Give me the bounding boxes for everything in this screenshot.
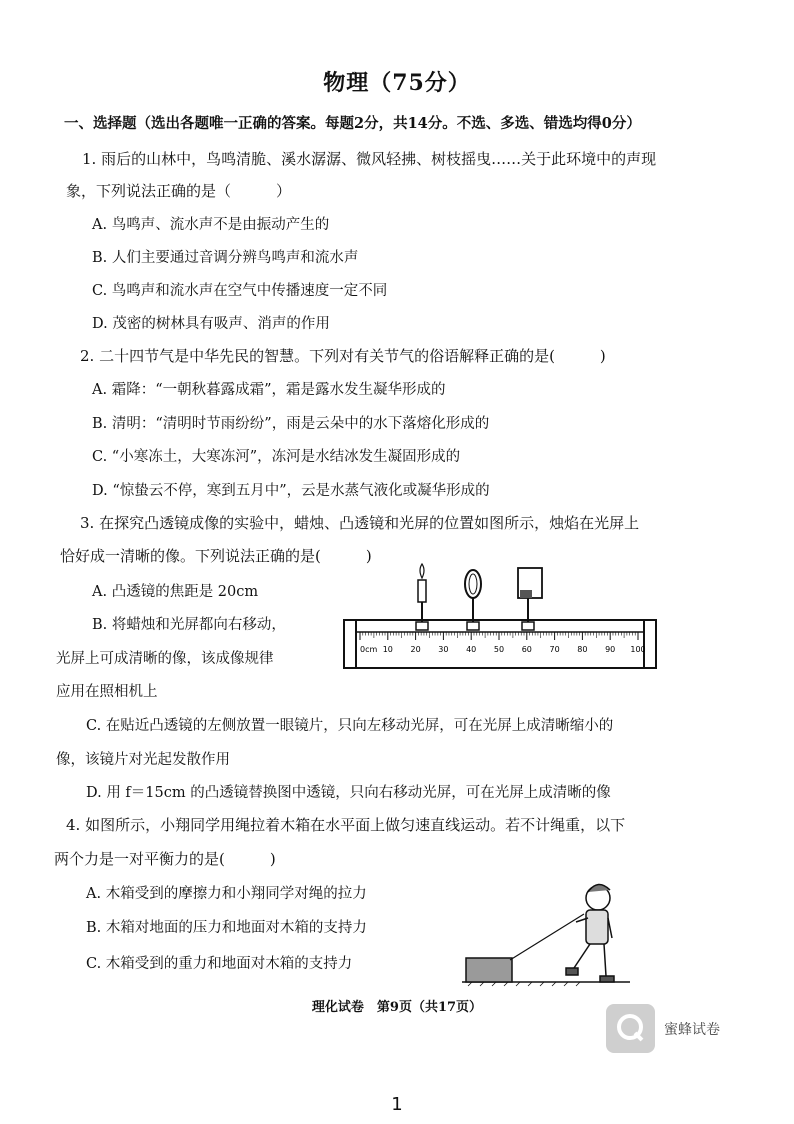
section-heading: 一、选择题（选出各题唯一正确的答案。每题2分，共14分。不选、多选、错选均得0分） (64, 115, 641, 132)
page-number: 1 (391, 1094, 403, 1115)
q2-option-c: C. “小寒冻土，大寒冻河”，冻河是水结冰发生凝固形成的 (92, 449, 461, 465)
boy (566, 884, 614, 982)
ruler-label: 70 (549, 645, 560, 654)
ruler-label: 30 (438, 645, 449, 654)
q3-option-c-line2: 像，该镜片对光起发散作用 (56, 752, 230, 768)
q1-option-b: B. 人们主要通过音调分辨鸟鸣声和流水声 (92, 250, 359, 266)
rope (510, 914, 584, 960)
watermark-q-icon (606, 1004, 655, 1053)
q4-stem-line2: 两个力是一对平衡力的是( ) (54, 850, 276, 868)
ruler-label: 60 (521, 645, 532, 654)
ruler-label: 20 (410, 645, 421, 654)
bench-rail (344, 620, 656, 668)
bench-left-foot (344, 620, 356, 668)
q4-option-b: B. 木箱对地面的压力和地面对木箱的支持力 (86, 920, 367, 936)
q1-option-d: D. 茂密的树林具有吸声、消声的作用 (92, 316, 330, 332)
q1-option-c: C. 鸟鸣声和流水声在空气中传播速度一定不同 (92, 283, 388, 299)
q1-stem-line2: 象，下列说法正确的是（ ） (66, 182, 292, 200)
bench-right-foot (644, 620, 656, 668)
q3-option-c-line1: C. 在贴近凸透镜的左侧放置一眼镜片，只向左移动光屏，可在光屏上成清晰缩小的 (86, 718, 614, 734)
ruler-label: 10 (382, 645, 393, 654)
wooden-box (466, 958, 512, 982)
ruler-ticks (360, 632, 638, 640)
q1-stem-line1: 1. 雨后的山林中，鸟鸣清脆、溪水潺潺、微风轻拂、树枝摇曳……关于此环境中的声现 (82, 150, 657, 168)
ruler-label: 100 (630, 645, 646, 654)
page-footer: 理化试卷 第9页（共17页） (311, 1000, 483, 1015)
page-title: 物理（75分） (323, 70, 471, 96)
q3-option-d: D. 用 f＝15cm 的凸透镜替换图中透镜，只向右移动光屏，可在光屏上成清晰的像 (86, 785, 611, 801)
q2-option-b: B. 清明：“清明时节雨纷纷”，雨是云朵中的水下落熔化形成的 (92, 416, 490, 432)
ruler-labels (360, 645, 646, 654)
q4-option-a: A. 木箱受到的摩擦力和小翔同学对绳的拉力 (86, 886, 367, 902)
q2-stem: 2. 二十四节气是中华先民的智慧。下列对有关节气的俗语解释正确的是( ) (80, 347, 606, 365)
q2-option-a: A. 霜降：“一朝秋暮露成霜”，霜是露水发生凝华形成的 (92, 382, 446, 398)
q2-option-d: D. “惊蛰云不停，寒到五月中”，云是水蒸气液化或凝华形成的 (92, 483, 490, 499)
ruler-label: 80 (577, 645, 588, 654)
ruler-label: 90 (605, 645, 616, 654)
q3-stem-line1: 3. 在探究凸透镜成像的实验中，蜡烛、凸透镜和光屏的位置如图所示，烛焰在光屏上 (80, 514, 640, 532)
boy-pulling-box-figure (462, 876, 632, 988)
ruler-label: 50 (493, 645, 505, 654)
q3-option-a: A. 凸透镜的焦距是 20cm (92, 584, 259, 600)
q1-option-a: A. 鸟鸣声、流水声不是由振动产生的 (92, 217, 330, 233)
watermark-text: 蜜蜂试卷 (664, 1022, 720, 1038)
q3-option-b-line2: 光屏上可成清晰的像，该成像规律 (56, 651, 274, 667)
q4-stem-line1: 4. 如图所示，小翔同学用绳拉着木箱在水平面上做匀速直线运动。若不计绳重，以下 (66, 816, 626, 834)
ruler-label: 40 (466, 645, 477, 654)
q4-option-c: C. 木箱受到的重力和地面对木箱的支持力 (86, 956, 353, 972)
q3-option-b-line1: B. 将蜡烛和光屏都向右移动， (92, 617, 286, 633)
watermark-logo (606, 1004, 655, 1053)
optical-bench-figure (338, 562, 664, 674)
q3-option-b-line3: 应用在照相机上 (56, 684, 158, 700)
q3-stem-line2: 恰好成一清晰的像。下列说法正确的是( ) (60, 547, 372, 565)
ruler-label: 0cm (360, 645, 378, 654)
